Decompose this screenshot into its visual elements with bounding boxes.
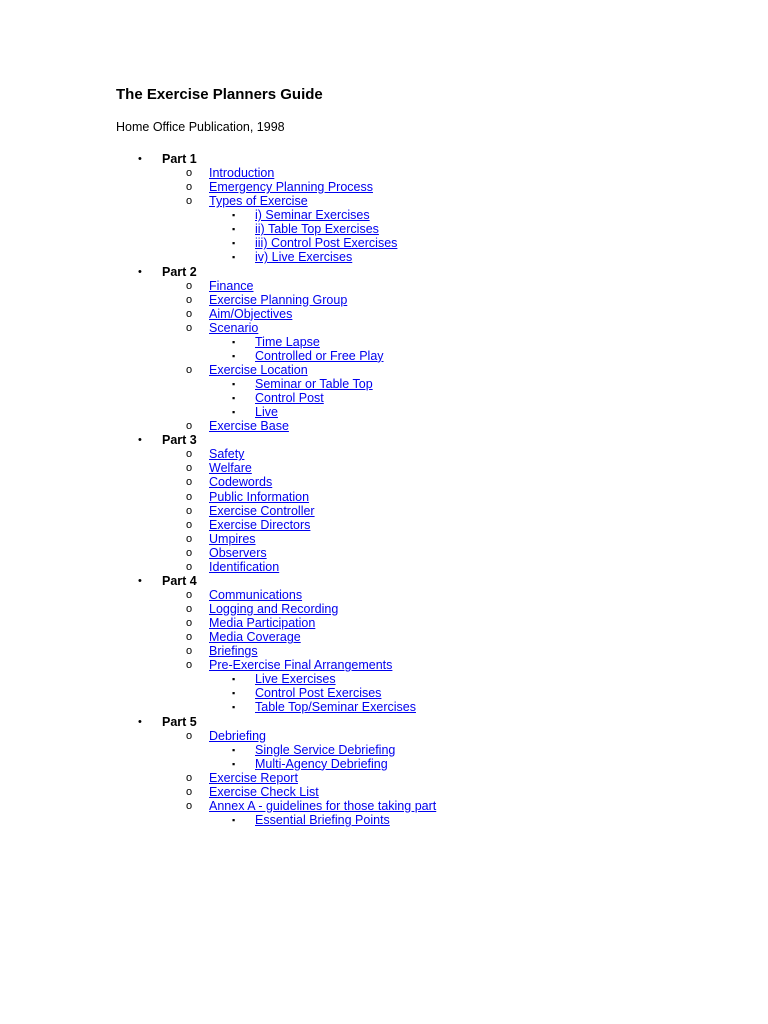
toc-link-exercise-controller[interactable]: Exercise Controller <box>209 503 315 518</box>
square-bullet-icon: ▪ <box>232 393 236 404</box>
toc-link-control-post[interactable]: Control Post <box>255 391 324 406</box>
square-bullet-icon: ▪ <box>232 379 236 389</box>
toc-link-types-of-exercise[interactable]: Types of Exercise <box>209 194 308 209</box>
toc-item <box>0 335 768 349</box>
toc-link-exercise-directors[interactable]: Exercise Directors <box>209 517 311 532</box>
circle-bullet-icon: o <box>186 363 193 376</box>
toc-link-exercise-base[interactable]: Exercise Base <box>209 419 289 434</box>
circle-bullet-icon: o <box>186 603 193 615</box>
toc-item <box>0 560 768 574</box>
toc-link-briefings[interactable]: Briefings <box>209 644 258 659</box>
toc-link-single-service-debriefing[interactable]: Single Service Debriefing <box>255 742 396 757</box>
toc-item <box>0 518 768 532</box>
circle-bullet-icon: o <box>186 293 193 306</box>
toc-link-seminar-or-table-top[interactable]: Seminar or Table Top <box>255 377 373 391</box>
toc-item <box>0 321 768 335</box>
toc-item <box>0 532 768 546</box>
square-bullet-icon: ▪ <box>232 210 236 221</box>
toc-part <box>0 265 768 279</box>
circle-bullet-icon: o <box>186 181 193 194</box>
circle-bullet-icon: o <box>186 167 193 180</box>
circle-bullet-icon: o <box>186 490 193 503</box>
toc-link-logging-and-recording[interactable]: Logging and Recording <box>209 602 339 616</box>
toc-link-scenario[interactable]: Scenario <box>209 320 259 335</box>
table-of-contents <box>0 152 768 827</box>
square-bullet-icon: ▪ <box>232 350 236 361</box>
toc-part <box>0 433 768 447</box>
toc-heading-part-5: Part 5 <box>162 714 197 729</box>
toc-item <box>0 658 768 672</box>
toc-link-control-post-exercises[interactable]: Control Post Exercises <box>255 686 382 701</box>
circle-bullet-icon: o <box>186 195 193 208</box>
toc-item <box>0 180 768 194</box>
page-title: The Exercise Planners Guide <box>116 86 323 103</box>
disc-bullet-icon: • <box>138 434 142 447</box>
toc-item <box>0 771 768 785</box>
toc-item <box>0 799 768 813</box>
toc-item <box>0 490 768 504</box>
toc-link-controlled-or-free-play[interactable]: Controlled or Free Play <box>255 348 384 363</box>
circle-bullet-icon: o <box>186 659 193 672</box>
toc-link-media-coverage[interactable]: Media Coverage <box>209 630 301 645</box>
square-bullet-icon: ▪ <box>232 252 236 263</box>
toc-link-essential-briefing-points[interactable]: Essential Briefing Points <box>255 812 390 827</box>
circle-bullet-icon: o <box>186 617 193 630</box>
toc-link-exercise-report[interactable]: Exercise Report <box>209 770 298 785</box>
circle-bullet-icon: o <box>186 448 193 461</box>
toc-item <box>0 729 768 743</box>
disc-bullet-icon: • <box>138 265 142 278</box>
circle-bullet-icon: o <box>186 560 193 573</box>
circle-bullet-icon: o <box>186 546 193 559</box>
toc-item <box>0 757 768 771</box>
toc-link-live[interactable]: Live <box>255 405 278 420</box>
toc-item <box>0 405 768 419</box>
toc-item <box>0 349 768 363</box>
toc-link-table-top-seminar-exercises[interactable]: Table Top/Seminar Exercises <box>255 700 416 715</box>
circle-bullet-icon: o <box>186 729 193 742</box>
toc-link-annex-a-guidelines-for-those-taking-part[interactable]: Annex A - guidelines for those taking part <box>209 798 437 813</box>
square-bullet-icon: ▪ <box>232 744 236 755</box>
toc-item <box>0 250 768 264</box>
toc-item <box>0 391 768 405</box>
toc-link-aim-objectives[interactable]: Aim/Objectives <box>209 306 293 321</box>
toc-item <box>0 307 768 321</box>
square-bullet-icon: ▪ <box>232 758 236 769</box>
toc-link-emergency-planning-process[interactable]: Emergency Planning Process <box>209 180 373 195</box>
square-bullet-icon: ▪ <box>232 814 236 825</box>
circle-bullet-icon: o <box>186 321 193 334</box>
toc-item <box>0 222 768 236</box>
circle-bullet-icon: o <box>186 279 193 292</box>
toc-link-pre-exercise-final-arrangements[interactable]: Pre-Exercise Final Arrangements <box>209 658 393 673</box>
toc-link-introduction[interactable]: Introduction <box>209 166 275 181</box>
toc-item <box>0 419 768 433</box>
toc-link-iv-live-exercises[interactable]: iv) Live Exercises <box>255 250 353 265</box>
circle-bullet-icon: o <box>186 420 193 433</box>
toc-item <box>0 447 768 461</box>
circle-bullet-icon: o <box>186 504 193 517</box>
toc-link-iii-control-post-exercises[interactable]: iii) Control Post Exercises <box>255 236 398 251</box>
circle-bullet-icon: o <box>186 462 193 475</box>
circle-bullet-icon: o <box>186 307 193 320</box>
circle-bullet-icon: o <box>186 785 193 798</box>
circle-bullet-icon: o <box>186 645 193 658</box>
toc-link-welfare[interactable]: Welfare <box>209 461 252 476</box>
toc-item <box>0 644 768 658</box>
toc-item <box>0 475 768 489</box>
circle-bullet-icon: o <box>186 799 193 812</box>
square-bullet-icon: ▪ <box>232 407 236 418</box>
toc-item <box>0 236 768 250</box>
toc-part <box>0 152 768 166</box>
circle-bullet-icon: o <box>186 631 193 644</box>
toc-heading-part-3: Part 3 <box>162 433 197 448</box>
toc-item <box>0 504 768 518</box>
toc-link-finance[interactable]: Finance <box>209 278 254 293</box>
toc-item <box>0 363 768 377</box>
circle-bullet-icon: o <box>186 532 193 545</box>
toc-item <box>0 377 768 391</box>
toc-item <box>0 672 768 686</box>
toc-link-codewords[interactable]: Codewords <box>209 475 273 490</box>
toc-item <box>0 194 768 208</box>
circle-bullet-icon: o <box>186 518 193 531</box>
toc-item <box>0 166 768 180</box>
square-bullet-icon: ▪ <box>232 336 236 347</box>
toc-link-exercise-planning-group[interactable]: Exercise Planning Group <box>209 292 348 307</box>
square-bullet-icon: ▪ <box>232 688 236 699</box>
toc-item <box>0 686 768 700</box>
disc-bullet-icon: • <box>138 715 142 728</box>
circle-bullet-icon: o <box>186 771 193 784</box>
toc-link-exercise-location[interactable]: Exercise Location <box>209 362 308 377</box>
toc-item <box>0 743 768 757</box>
toc-item <box>0 630 768 644</box>
toc-item <box>0 546 768 560</box>
toc-item <box>0 700 768 714</box>
toc-item <box>0 293 768 307</box>
square-bullet-icon: ▪ <box>232 674 236 685</box>
toc-item <box>0 461 768 475</box>
toc-link-multi-agency-debriefing[interactable]: Multi-Agency Debriefing <box>255 756 388 771</box>
toc-link-media-participation[interactable]: Media Participation <box>209 616 316 631</box>
disc-bullet-icon: • <box>138 153 142 165</box>
toc-item <box>0 588 768 602</box>
toc-item <box>0 785 768 799</box>
toc-link-live-exercises[interactable]: Live Exercises <box>255 672 336 687</box>
toc-item <box>0 208 768 222</box>
circle-bullet-icon: o <box>186 588 193 601</box>
toc-link-i-seminar-exercises[interactable]: i) Seminar Exercises <box>255 208 370 223</box>
square-bullet-icon: ▪ <box>232 224 236 235</box>
toc-heading-part-1: Part 1 <box>162 152 197 166</box>
toc-link-observers[interactable]: Observers <box>209 545 267 560</box>
toc-item <box>0 813 768 827</box>
circle-bullet-icon: o <box>186 476 193 489</box>
toc-link-time-lapse[interactable]: Time Lapse <box>255 334 320 349</box>
toc-item <box>0 602 768 616</box>
toc-item <box>0 279 768 293</box>
toc-link-umpires[interactable]: Umpires <box>209 531 256 546</box>
disc-bullet-icon: • <box>138 574 142 587</box>
toc-link-ii-table-top-exercises[interactable]: ii) Table Top Exercises <box>255 222 379 237</box>
publication-info: Home Office Publication, 1998 <box>116 120 285 134</box>
toc-link-communications[interactable]: Communications <box>209 587 303 602</box>
toc-link-debriefing[interactable]: Debriefing <box>209 728 266 743</box>
square-bullet-icon: ▪ <box>232 238 236 249</box>
toc-link-identification[interactable]: Identification <box>209 559 280 574</box>
toc-part <box>0 574 768 588</box>
toc-heading-part-4: Part 4 <box>162 573 197 588</box>
toc-heading-part-2: Part 2 <box>162 264 197 279</box>
toc-item <box>0 616 768 630</box>
square-bullet-icon: ▪ <box>232 702 236 713</box>
toc-link-public-information[interactable]: Public Information <box>209 489 310 504</box>
toc-link-safety[interactable]: Safety <box>209 447 245 462</box>
toc-link-exercise-check-list[interactable]: Exercise Check List <box>209 784 319 799</box>
toc-part <box>0 715 768 729</box>
